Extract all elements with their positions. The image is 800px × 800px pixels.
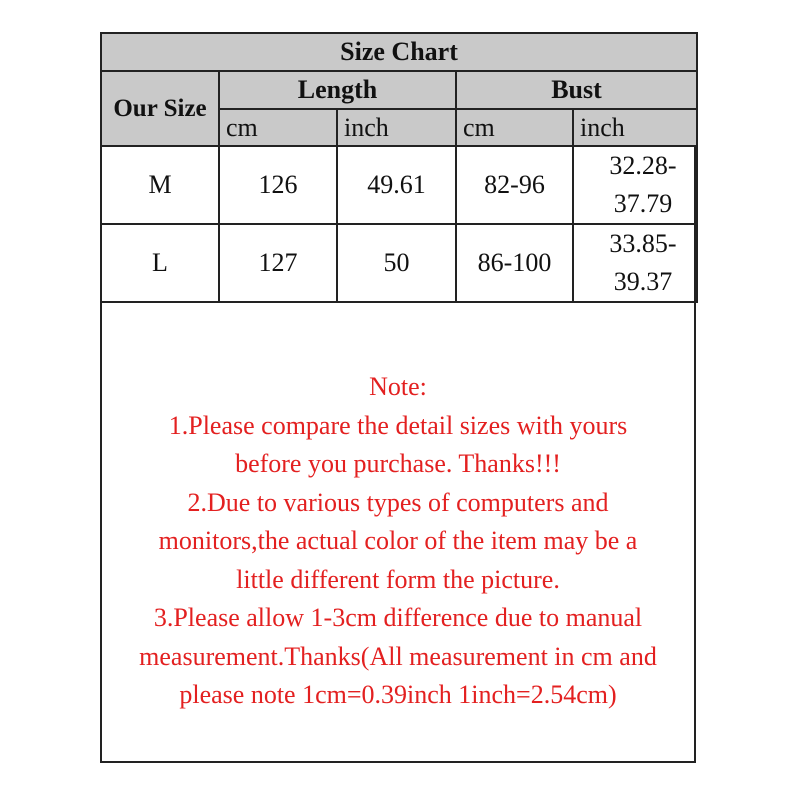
size-cell: L [101,224,219,302]
bust-header: Bust [456,71,697,109]
bust-inch-line-1: 33.85- [609,229,677,258]
note-line: 1.Please compare the detail sizes with yours [168,410,628,440]
length-inch-cell: 50 [337,224,456,302]
bust-inch-cell [573,224,697,302]
our-size-header: Our Size [101,71,219,146]
table-title: Size Chart [101,33,697,71]
size-cell: M [101,146,219,224]
length-inch-cell: 49.61 [337,146,456,224]
bust-cm-cell: 82-96 [456,146,573,224]
bust-inch-line-2: 37.79 [613,189,673,218]
bust-inch-cell [573,146,697,224]
note-line: monitors,the actual color of the item may be a [158,526,638,555]
notes-block [100,368,696,715]
note-line: before you purchase. Thanks!!! [235,449,561,478]
length-cm-cell: 127 [219,224,337,302]
bust-inch-line-1: 32.28- [609,151,677,180]
note-line: 2.Due to various types of computers and [187,487,609,517]
bust-cm-cell: 86-100 [456,224,573,302]
size-chart-table [100,32,698,303]
note-heading: Note: [369,372,427,401]
length-cm-cell: 126 [219,146,337,224]
length-header: Length [219,71,456,109]
unit-bust-cm: cm [456,109,573,146]
unit-length-inch: inch [337,109,456,146]
note-line: measurement.Thanks(All measurement in cm and [139,641,657,671]
note-line: 3.Please allow 1-3cm difference due to manual [153,603,643,632]
table-row [101,224,697,302]
unit-bust-inch: inch [573,109,697,146]
table-row [101,146,697,224]
note-line: little different form the picture. [236,564,560,594]
note-line: please note 1cm=0.39inch 1inch=2.54cm) [179,680,617,709]
unit-length-cm: cm [219,109,337,146]
bust-inch-line-2: 39.37 [613,267,673,296]
